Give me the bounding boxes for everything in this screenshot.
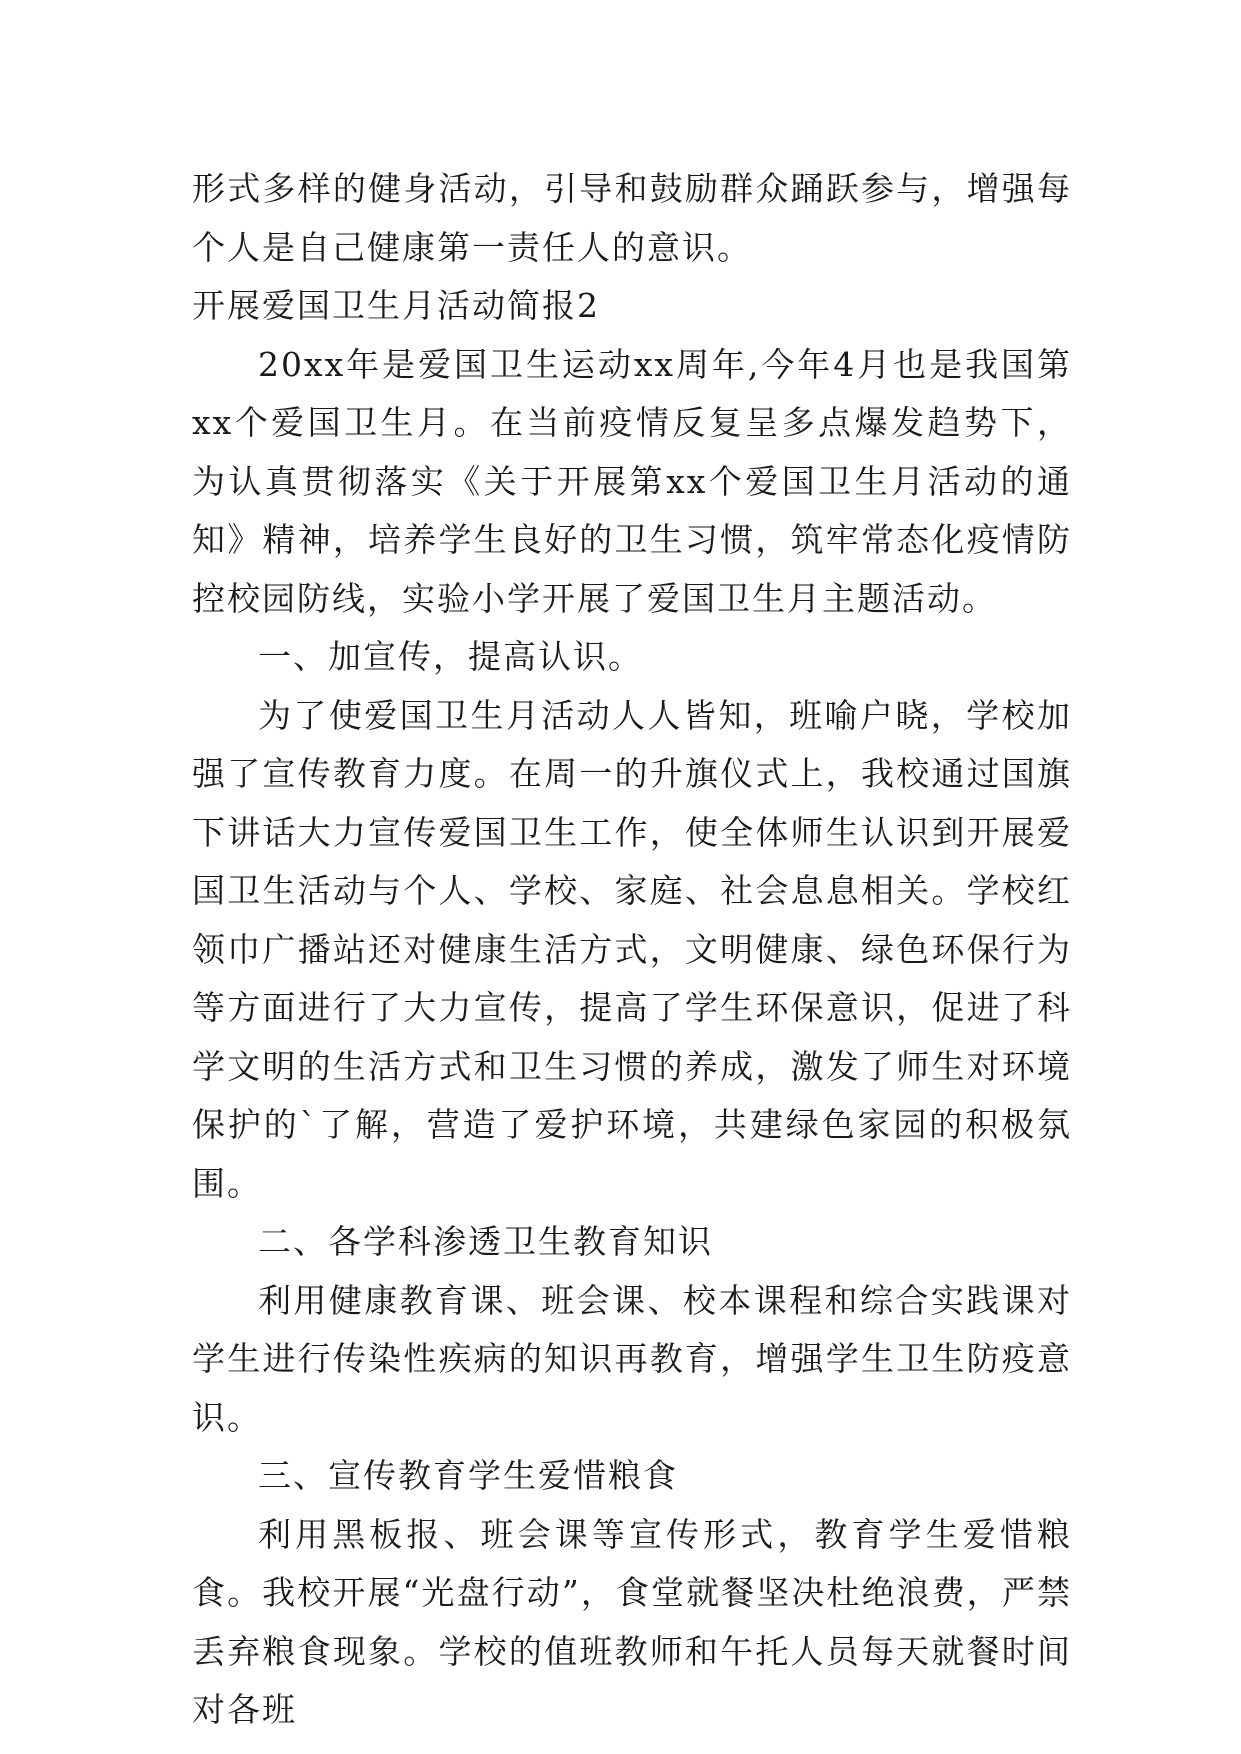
paragraph-section-2: 利用健康教育课、班会课、校本课程和综合实践课对学生进行传染性疾病的知识再教育，增强学生卫生防疫意识。 xyxy=(192,1280,1072,1437)
paragraph-section-1: 为了使爱国卫生月活动人人皆知，班喻户晓，学校加强了宣传教育力度。在周一的升旗仪式上，我校通过国旗下讲话大力宣传爱国卫生工作，使全体师生认识到开展爱国卫生活动与个人、学校、家庭、社会息息相关。学校红领巾广播站还对健康生活方式，文明健康、绿色环保行为等方面进行了大力宣传，提高了学生环保意识，促进了科学文明的生活方式和卫生习惯的养成，激发了师生对环境保护的`了解，营造了爱护环境，共建绿色家园的积极氛围。 xyxy=(192,695,1072,1203)
section-heading-2: 二、各学科渗透卫生教育知识 xyxy=(258,1222,713,1261)
document-body xyxy=(192,160,1072,1740)
section-heading-3: 三、宣传教育学生爱惜粮食 xyxy=(258,1456,678,1495)
section-heading-1: 一、加宣传，提高认识。 xyxy=(258,637,643,676)
report-title: 开展爱国卫生月活动简报2 xyxy=(192,286,600,325)
paragraph-intro: 20xx年是爱国卫生运动xx周年,今年4月也是我国第xx个爱国卫生月。在当前疫情反复呈多点爆发趋势下，为认真贯彻落实《关于开展第xx个爱国卫生月活动的通知》精神，培养学生良好的卫生习惯，筑牢常态化疫情防控校园防线，实验小学开展了爱国卫生月主题活动。 xyxy=(192,344,1072,618)
paragraph-section-3: 利用黑板报、班会课等宣传形式，教育学生爱惜粮食。我校开展“光盘行动”，食堂就餐坚决杜绝浪费，严禁丢弃粮食现象。学校的值班教师和午托人员每天就餐时间对各班 xyxy=(192,1514,1072,1729)
paragraph-continuation: 形式多样的健身活动，引导和鼓励群众踊跃参与，增强每个人是自己健康第一责任人的意识。 xyxy=(192,169,1072,267)
